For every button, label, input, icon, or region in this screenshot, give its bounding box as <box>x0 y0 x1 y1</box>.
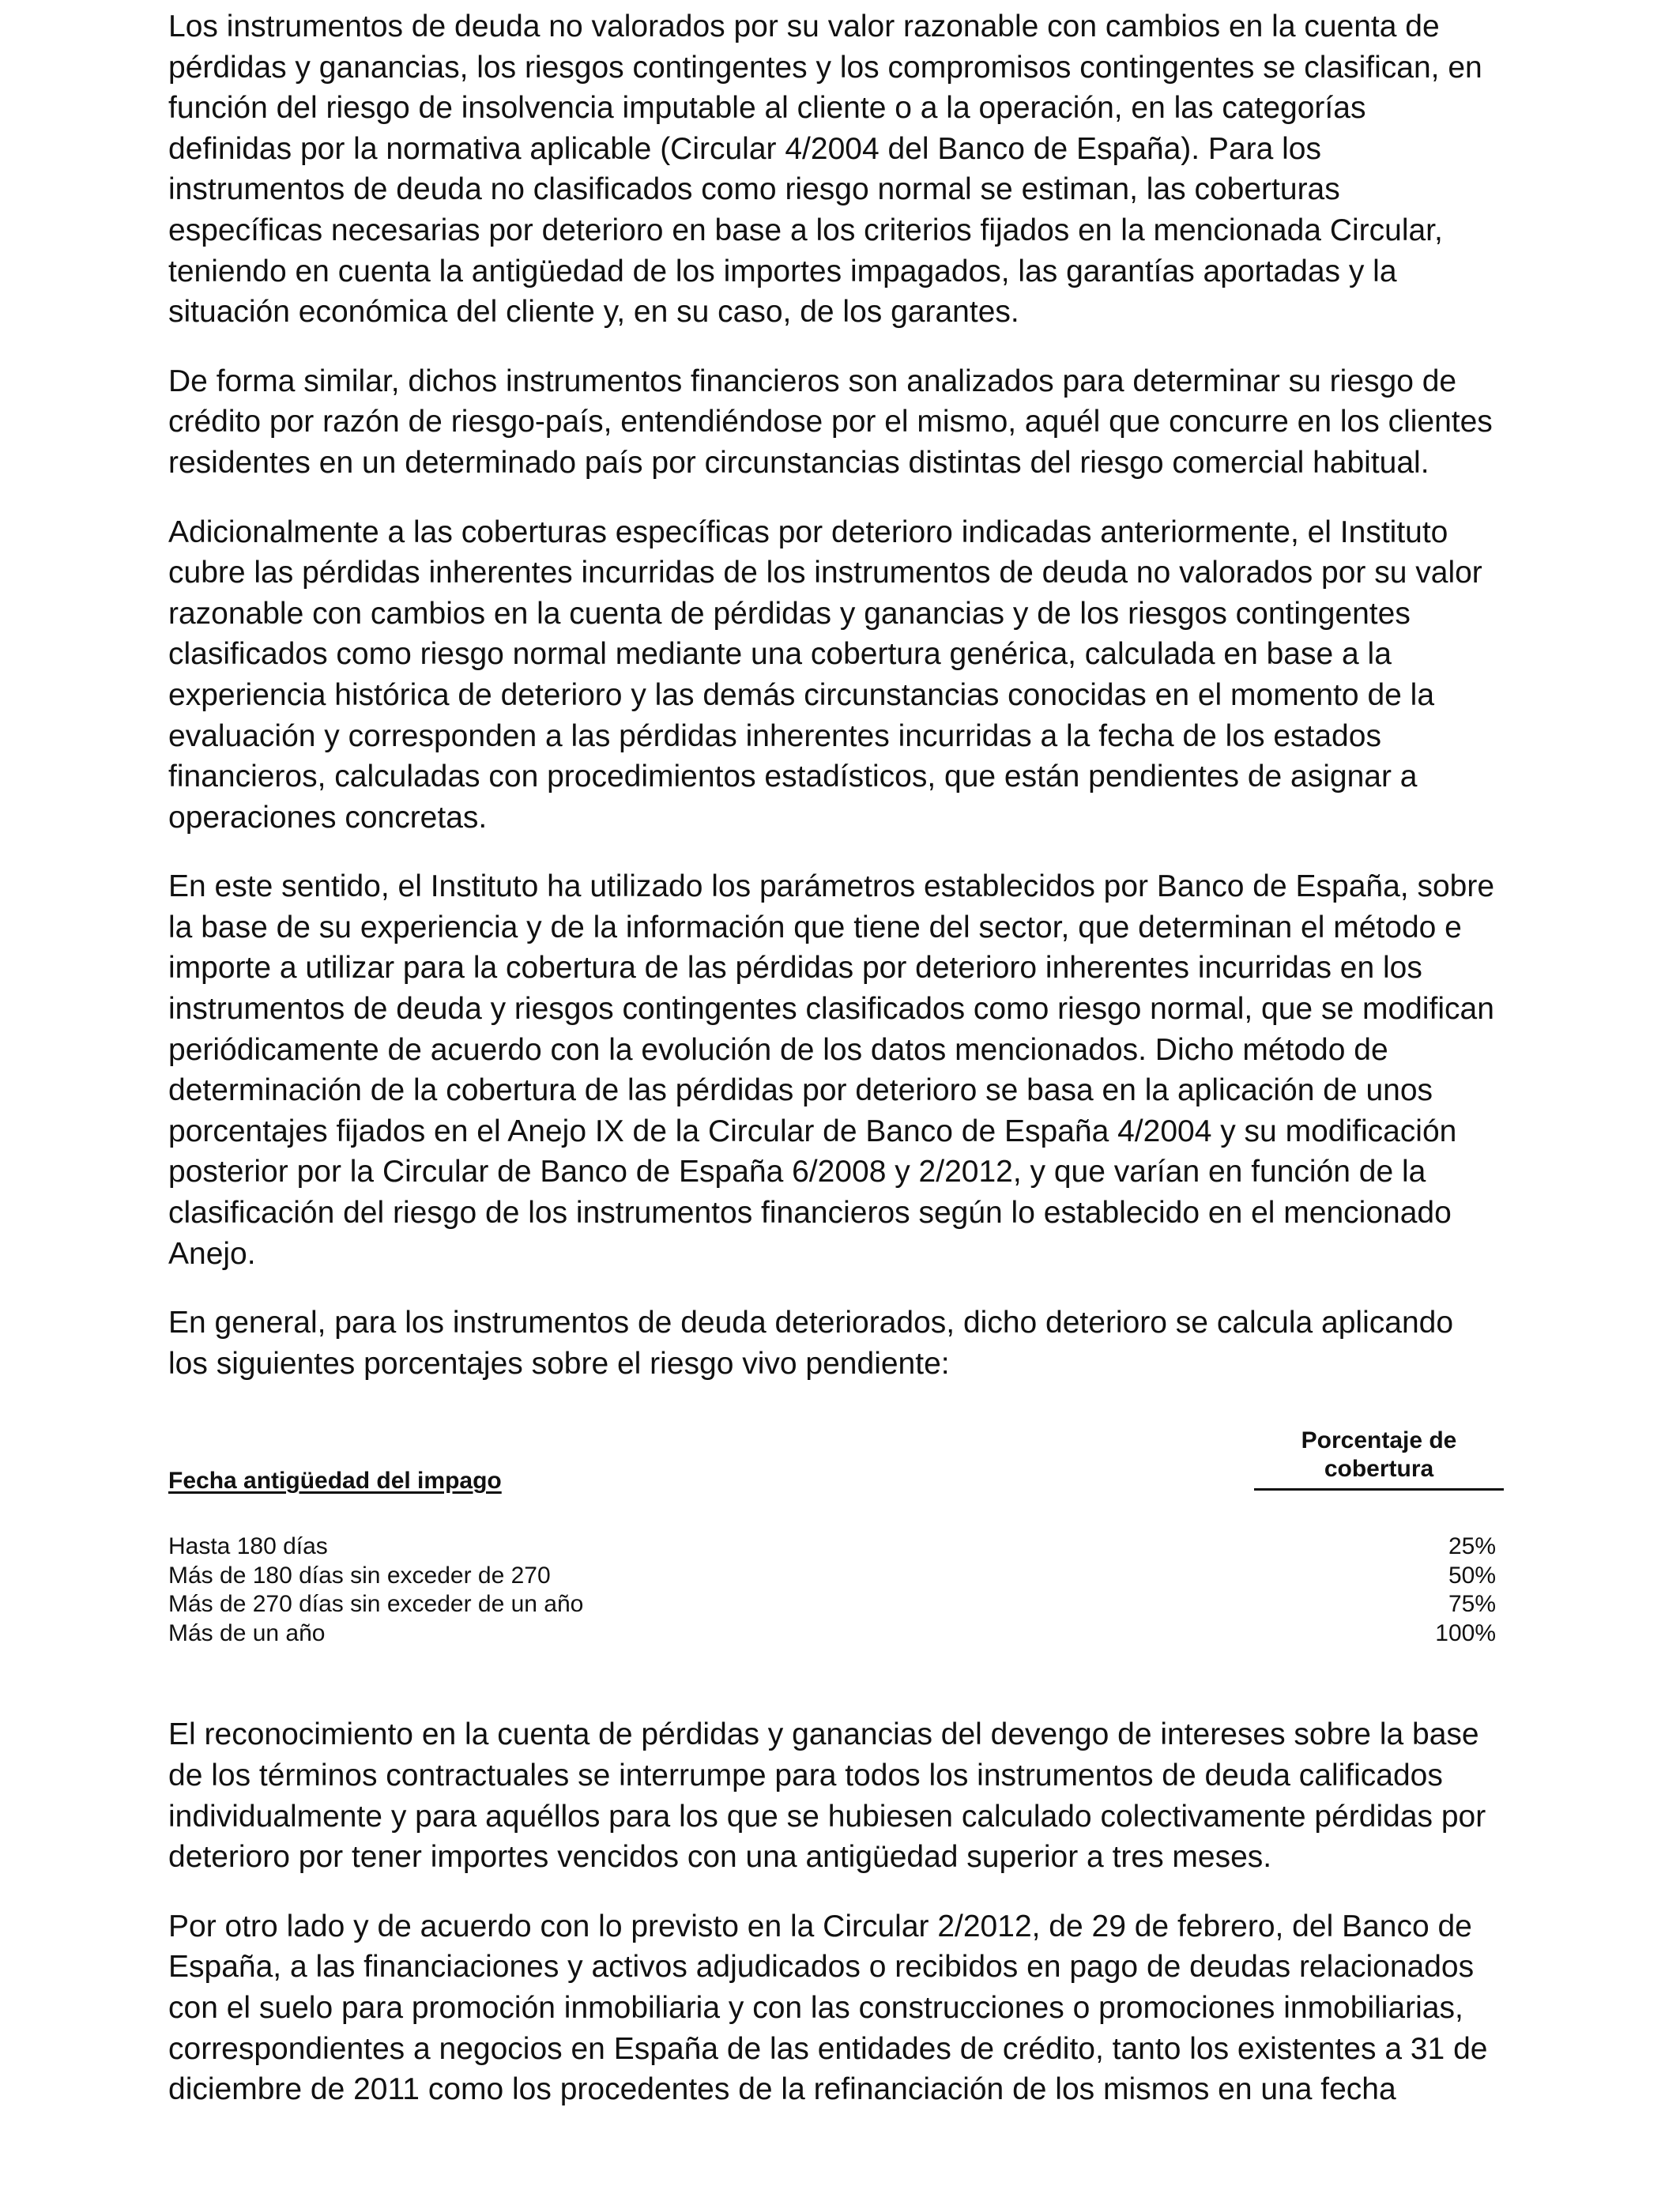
paragraph-interest-accrual: El reconocimiento en la cuenta de pérdidas y ganancias del devengo de intereses sobre la base de los términos contractuales se interrumpe para todos los instrumentos de deuda calificados individualmente y para aquéllos para los que se hubiesen calculado colectivamente pérdidas por deterioro por tener importes vencidos con una antigüedad superior a tres meses. <box>168 1717 1486 1875</box>
column-header-default-age: Fecha antigüedad del impago <box>168 1468 502 1495</box>
row-value: 25% <box>1448 1533 1496 1560</box>
paragraph-debt-classification: Los instrumentos de deuda no valorados por su valor razonable con cambios en la cuenta de pérdidas y ganancias, los riesgos contingentes y los compromisos contingentes se clasifican, en función del riesgo de insolvencia imputable al cliente o a la operación, en las categorías definidas por la normativa aplicable (Circular 4/2004 del Banco de España). Para los instrumentos de deuda no clasificados como riesgo normal se estiman, las coberturas específicas necesarias por deterioro en base a los criterios fijados en la mencionada Circular, teniendo en cuenta la antigüedad de los importes impagados, las garantías aportadas y la situación económica del cliente y, en su caso, de los garantes. <box>168 9 1482 330</box>
row-label: Más de un año <box>168 1619 326 1646</box>
coverage-percentage-table <box>168 1427 1496 1646</box>
paragraph-country-risk: De forma similar, dichos instrumentos financieros son analizados para determinar su riesgo de crédito por razón de riesgo-país, entendiéndose por el mismo, aquél que concurre en los clientes residentes en un determinado país por circunstancias distintas del riesgo comercial habitual. <box>168 364 1493 480</box>
paragraph-bank-parameters: En este sentido, el Instituto ha utilizado los parámetros establecidos por Banco de España, sobre la base de su experiencia y de la información que tiene del sector, que determinan el método e importe a utilizar para la cobertura de las pérdidas por deterioro inherentes incurridas en los instrumentos de deuda y riesgos contingentes clasificados como riesgo normal, que se modifican periódicamente de acuerdo con la evolución de los datos mencionados. Dicho método de determinación de la cobertura de las pérdidas por deterioro se basa en la aplicación de unos porcentajes fijados en el Anejo IX de la Circular de Banco de España 4/2004 y su modificación posterior por la Circular de Banco de España 6/2008 y 2/2012, y que varían en función de la clasificación del riesgo de los instrumentos financieros según lo establecido en el mencionado Anejo. <box>168 869 1495 1271</box>
paragraph-generic-coverage: Adicionalmente a las coberturas específicas por deterioro indicadas anteriormente, el Instituto cubre las pérdidas inherentes incurridas de los instrumentos de deuda no valorados por su valor razonable con cambios en la cuenta de pérdidas y ganancias y de los riesgos contingentes clasificados como riesgo normal mediante una cobertura genérica, calculada en base a la experiencia histórica de deterioro y las demás circunstancias conocidas en el momento de la evaluación y corresponden a las pérdidas inherentes incurridas a la fecha de los estados financieros, calculadas con procedimientos estadísticos, que están pendientes de asignar a operaciones concretas. <box>168 515 1482 835</box>
table-row <box>168 1590 1496 1619</box>
table-row <box>168 1532 1496 1562</box>
column-header-coverage-percentage <box>1254 1427 1504 1491</box>
document-page <box>168 6 1496 2110</box>
row-label: Más de 270 días sin exceder de un año <box>168 1591 584 1618</box>
paragraph-circular-2-2012: Por otro lado y de acuerdo con lo previsto en la Circular 2/2012, de 29 de febrero, del Banco de España, a las financiaciones y activos adjudicados o recibidos en pago de deudas relacionados con el suelo para promoción inmobiliaria y con las construcciones o promociones inmobiliarias, correspondientes a negocios en España de las entidades de crédito, tanto los existentes a 31 de diciembre de 2011 como los procedentes de la refinanciación de los mismos en una fecha <box>168 1909 1488 2107</box>
row-value: 100% <box>1435 1619 1496 1646</box>
row-value: 50% <box>1448 1562 1496 1589</box>
row-label: Hasta 180 días <box>168 1533 328 1560</box>
table-body <box>168 1532 1496 1648</box>
column-header-coverage-line2: cobertura <box>1324 1456 1434 1483</box>
table-row <box>168 1562 1496 1591</box>
paragraph-percentages-intro: En general, para los instrumentos de deuda deteriorados, dicho deterioro se calcula aplicando los siguientes porcentajes sobre el riesgo vivo pendiente: <box>168 1306 1454 1381</box>
row-label: Más de 180 días sin exceder de 270 <box>168 1562 551 1589</box>
column-header-coverage-line1: Porcentaje de <box>1301 1427 1457 1454</box>
row-value: 75% <box>1448 1591 1496 1618</box>
table-row <box>168 1619 1496 1649</box>
